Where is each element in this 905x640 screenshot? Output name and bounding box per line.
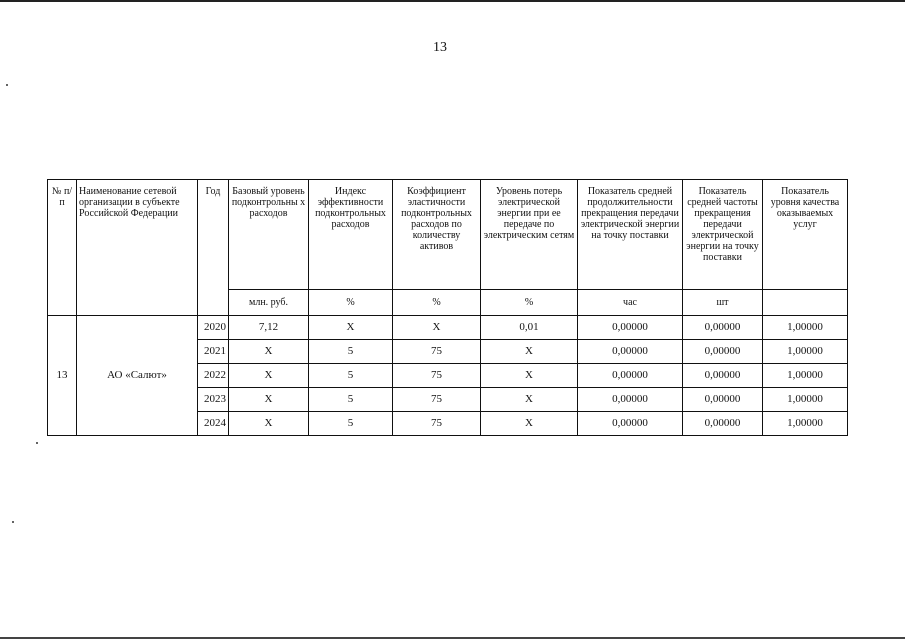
unit-cell [763, 290, 848, 316]
year-cell: 2024 [198, 412, 229, 436]
indicators-table [47, 179, 848, 436]
quality-cell: 1,00000 [763, 316, 848, 340]
duration-cell: 0,00000 [578, 412, 683, 436]
scan-speck [36, 442, 38, 444]
elasticity-cell: 75 [393, 340, 481, 364]
quality-cell: 1,00000 [763, 364, 848, 388]
duration-cell: 0,00000 [578, 340, 683, 364]
base-level-cell: Х [229, 364, 309, 388]
duration-cell: 0,00000 [578, 388, 683, 412]
header-cell-duration: Показатель средней продолжительности прекращения передачи электрической энергии на точку поставки [578, 180, 683, 290]
organization-cell: АО «Салют» [77, 316, 198, 436]
quality-cell: 1,00000 [763, 412, 848, 436]
elasticity-cell: 75 [393, 388, 481, 412]
duration-cell: 0,00000 [578, 364, 683, 388]
quality-cell: 1,00000 [763, 388, 848, 412]
header-cell-base-level: Базовый уровень подконтрольны х расходов [229, 180, 309, 290]
base-level-cell: Х [229, 340, 309, 364]
frequency-cell: 0,00000 [683, 388, 763, 412]
efficiency-index-cell: 5 [309, 340, 393, 364]
year-cell: 2021 [198, 340, 229, 364]
losses-cell: 0,01 [481, 316, 578, 340]
frequency-cell: 0,00000 [683, 340, 763, 364]
header-cell-frequency: Показатель средней частоты прекращения передачи электрической энергии на точку поставки [683, 180, 763, 290]
unit-cell: % [481, 290, 578, 316]
scan-speck [6, 84, 8, 86]
unit-cell: шт [683, 290, 763, 316]
year-cell: 2020 [198, 316, 229, 340]
header-cell-elasticity: Коэффициент эластичности подконтрольных расходов по количеству активов [393, 180, 481, 290]
unit-cell: % [309, 290, 393, 316]
page-number: 13 [433, 40, 447, 55]
unit-cell: % [393, 290, 481, 316]
scan-bottom-edge [0, 637, 905, 639]
row-number-cell: 13 [48, 316, 77, 436]
frequency-cell: 0,00000 [683, 316, 763, 340]
header-cell-organization: Наименование сетевой организации в субъекте Российской Федерации [77, 180, 198, 316]
frequency-cell: 0,00000 [683, 412, 763, 436]
header-cell-efficiency-index: Индекс эффективности подконтрольных расходов [309, 180, 393, 290]
efficiency-index-cell: Х [309, 316, 393, 340]
year-cell: 2023 [198, 388, 229, 412]
header-cell-year: Год [198, 180, 229, 316]
losses-cell: Х [481, 388, 578, 412]
header-cell-losses: Уровень потерь электрической энергии при ее передаче по электрическим сетям [481, 180, 578, 290]
efficiency-index-cell: 5 [309, 364, 393, 388]
losses-cell: Х [481, 412, 578, 436]
frequency-cell: 0,00000 [683, 364, 763, 388]
elasticity-cell: Х [393, 316, 481, 340]
unit-cell: млн. руб. [229, 290, 309, 316]
table-row [48, 316, 848, 340]
efficiency-index-cell: 5 [309, 388, 393, 412]
table-header-row [48, 180, 848, 290]
elasticity-cell: 75 [393, 412, 481, 436]
base-level-cell: 7,12 [229, 316, 309, 340]
duration-cell: 0,00000 [578, 316, 683, 340]
elasticity-cell: 75 [393, 364, 481, 388]
unit-cell: час [578, 290, 683, 316]
base-level-cell: Х [229, 412, 309, 436]
scan-speck [12, 521, 14, 523]
header-cell-number: № п/п [48, 180, 77, 316]
scan-top-edge [0, 0, 905, 2]
header-cell-quality: Показатель уровня качества оказываемых услуг [763, 180, 848, 290]
base-level-cell: Х [229, 388, 309, 412]
efficiency-index-cell: 5 [309, 412, 393, 436]
quality-cell: 1,00000 [763, 340, 848, 364]
losses-cell: Х [481, 364, 578, 388]
year-cell: 2022 [198, 364, 229, 388]
losses-cell: Х [481, 340, 578, 364]
